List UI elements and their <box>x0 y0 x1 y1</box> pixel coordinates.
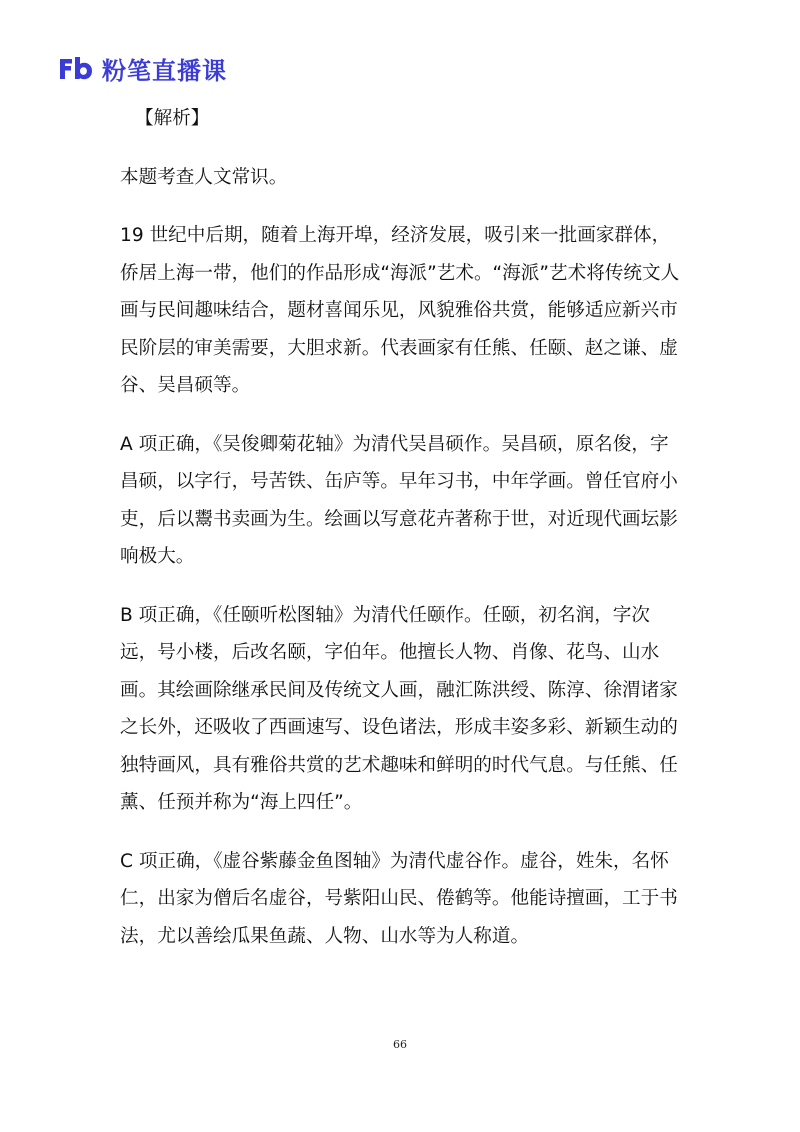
analysis-section <box>120 100 680 976</box>
analysis-paragraph: 19 世纪中后期，随着上海开埠，经济发展，吸引来一批画家群体，侨居上海一带，他们的作品形成“海派”艺术。“海派”艺术将传统文人画与民间趣味结合，题材喜闻乐见，风貌雅俗共赏，能够适应新兴市民阶层的审美需要，大胆求新。代表画家有任熊、任颐、赵之谦、虚谷、吴昌硕等。 <box>120 225 680 396</box>
analysis-paragraph: B 项正确，《任颐听松图轴》为清代任颐作。任颐，初名润，字次远，号小楼，后改名颐，字伯年。他擅长人物、肖像、花鸟、山水画。其绘画除继承民间及传统文人画，融汇陈洪绶、陈淳、徐渭诸家之长外，还吸收了西画速写、设色诸法，形成丰姿多彩、新颖生动的独特画风，具有雅俗共赏的艺术趣味和鲜明的时代气息。与任熊、任薰、任预并称为“海上四任”。 <box>120 604 678 813</box>
fb-logo-icon <box>58 55 94 81</box>
brand-name: 粉笔直播课 <box>102 56 227 85</box>
analysis-paragraph: C 项正确，《虚谷紫藤金鱼图轴》为清代虚谷作。虚谷，姓朱，名怀仁，出家为僧后名虚谷，号紫阳山民、倦鹤等。他能诗擅画，工于书法，尤以善绘瓜果鱼蔬、人物、山水等为人称道。 <box>120 850 678 947</box>
analysis-paragraph: 本题考查人文常识。 <box>120 166 288 188</box>
brand-logo <box>58 52 227 84</box>
analysis-paragraph: A 项正确，《吴俊卿菊花轴》为清代吴昌硕作。吴昌硕，原名俊，字昌硕，以字行，号苦铁、缶庐等。早年习书，中年学画。曾任官府小吏，后以鬻书卖画为生。绘画以写意花卉著称于世，对近现代画坛影响极大。 <box>120 433 678 567</box>
page-number: 66 <box>393 1038 407 1051</box>
analysis-heading: 【解析】 <box>135 108 210 129</box>
